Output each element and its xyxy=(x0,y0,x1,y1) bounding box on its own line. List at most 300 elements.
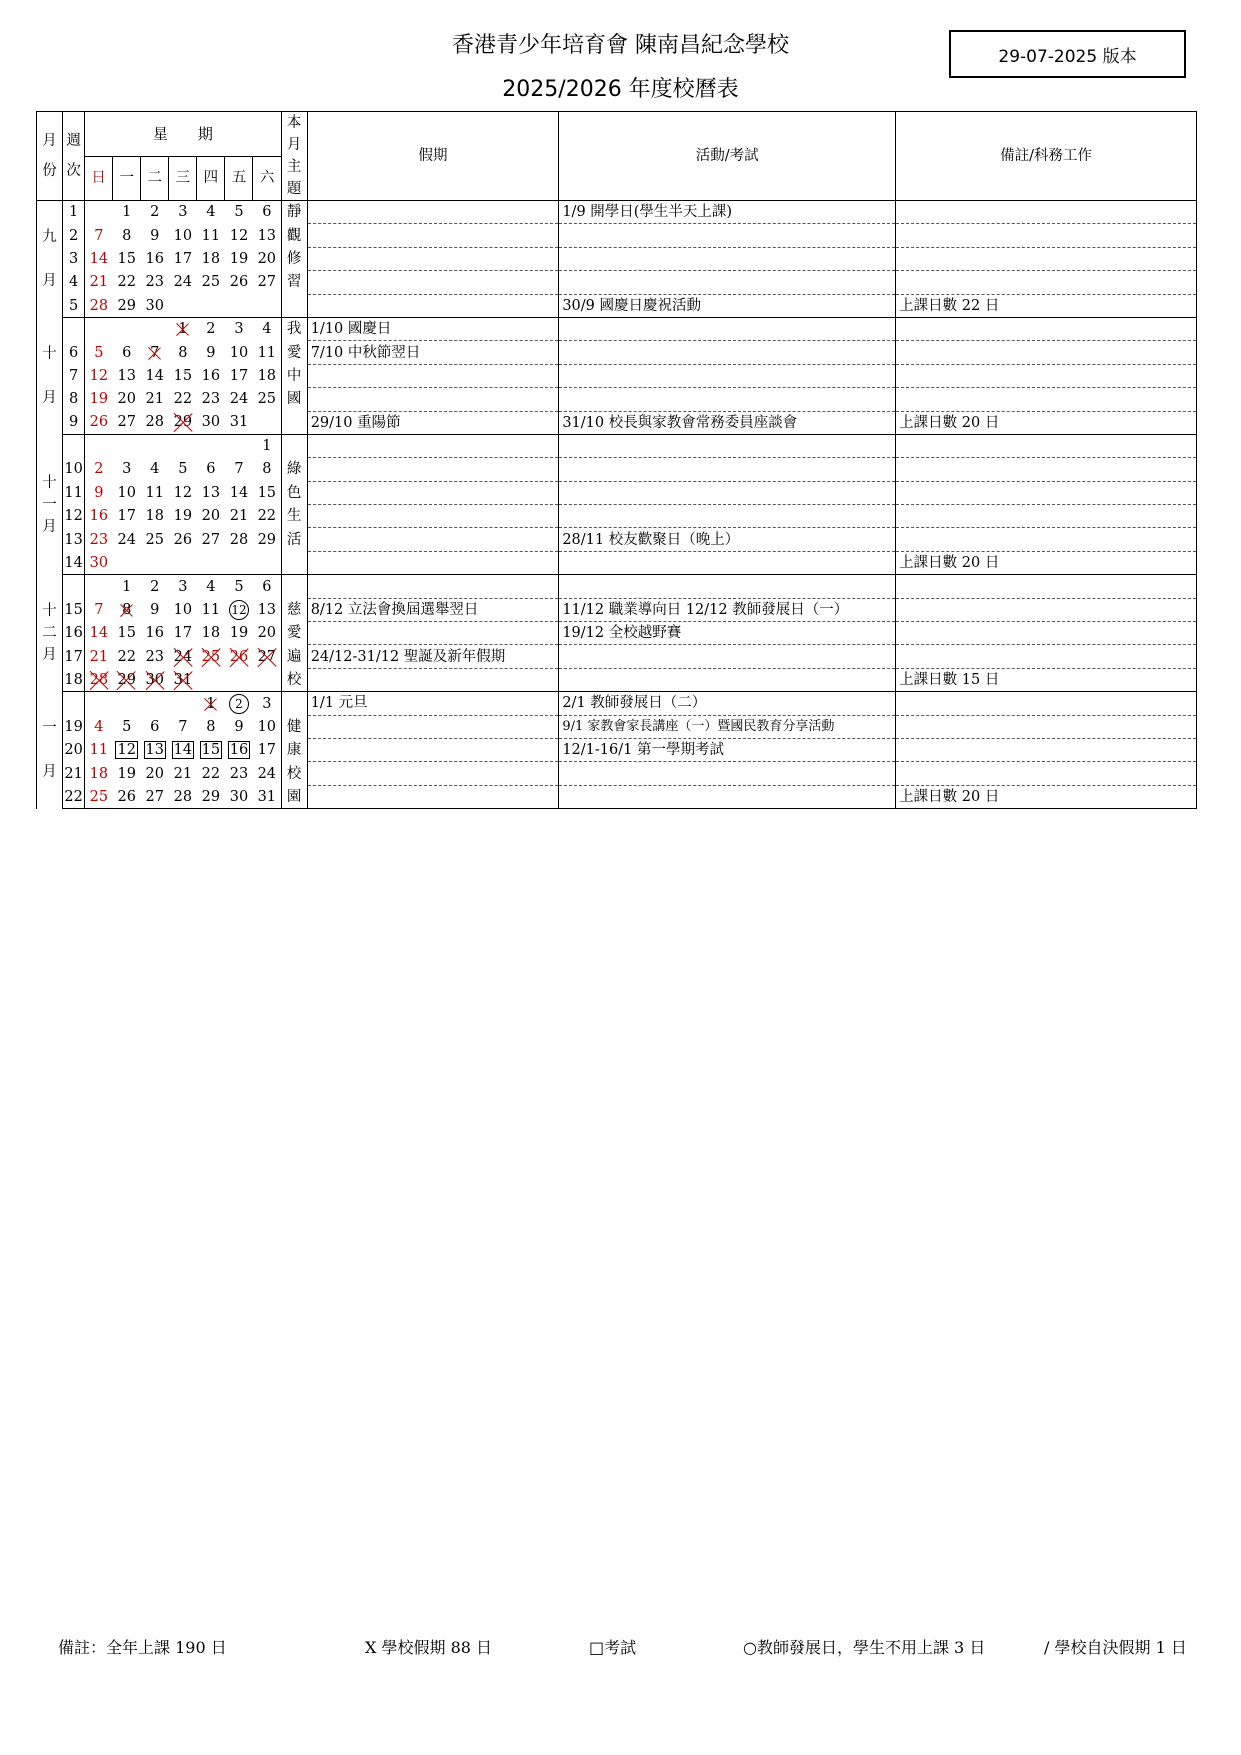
date-cell: 21 xyxy=(89,648,109,665)
date-cell xyxy=(197,434,225,457)
date-cell xyxy=(169,692,197,715)
date-cell xyxy=(85,668,113,691)
date-cell: 2 xyxy=(94,461,104,478)
date-cell xyxy=(85,317,113,340)
school-holiday-mark: 30 xyxy=(145,671,164,688)
date-cell: 26 xyxy=(173,531,193,548)
footer-exam-legend: □考試 xyxy=(589,1638,637,1657)
date-cell: 18 xyxy=(257,367,277,384)
date-cell: 19 xyxy=(89,391,109,408)
holiday-cell xyxy=(307,622,559,645)
date-cell xyxy=(197,645,225,668)
exam-day-mark: 15 xyxy=(201,742,221,759)
date-cell: 30 xyxy=(141,294,169,317)
date-cell: 30 xyxy=(85,551,113,574)
theme-char xyxy=(281,551,307,574)
week-row xyxy=(37,388,1197,411)
date-cell xyxy=(253,668,281,691)
date-cell: 6 xyxy=(262,204,272,221)
date-cell: 20 xyxy=(145,765,164,782)
week-number: 17 xyxy=(63,645,85,668)
month-label-oct: 十 月 xyxy=(37,317,63,434)
date-cell: 22 xyxy=(257,508,277,525)
week-row xyxy=(37,645,1197,668)
date-cell: 26 xyxy=(85,411,113,434)
date-cell: 3 xyxy=(178,204,188,221)
week-row xyxy=(37,224,1197,247)
date-cell xyxy=(225,434,253,457)
week-number: 4 xyxy=(63,271,85,294)
date-cell xyxy=(197,692,225,715)
activity-cell xyxy=(559,668,896,691)
remarks-cell xyxy=(896,598,1197,621)
date-cell: 3 xyxy=(122,461,132,478)
date-cell: 20 xyxy=(257,625,277,642)
date-cell: 8 xyxy=(178,344,188,361)
theme-char xyxy=(281,411,307,434)
school-holiday-mark: 24 xyxy=(173,648,193,665)
holiday-cell xyxy=(307,785,559,808)
holiday-cell xyxy=(307,575,559,598)
remarks-cell xyxy=(896,317,1197,340)
day-fri: 五 xyxy=(225,156,253,201)
week-number: 16 xyxy=(63,622,85,645)
date-cell: 30 xyxy=(225,785,253,808)
remarks-cell xyxy=(896,738,1197,761)
school-holiday-mark: 7 xyxy=(150,344,160,361)
remarks-cell: 上課日數 20 日 xyxy=(896,551,1197,574)
week-number: 15 xyxy=(63,598,85,621)
date-cell: 20 xyxy=(117,391,136,408)
date-cell xyxy=(225,294,253,317)
theme-char: 習 xyxy=(281,271,307,294)
date-cell: 5 xyxy=(234,578,244,595)
date-cell xyxy=(113,668,141,691)
remarks-cell xyxy=(896,528,1197,551)
week-number: 8 xyxy=(63,388,85,411)
date-cell: 22 xyxy=(173,391,193,408)
date-cell: 27 xyxy=(201,531,221,548)
date-cell: 27 xyxy=(257,274,277,291)
activity-cell xyxy=(559,505,896,528)
staff-development-day-mark: 2 xyxy=(229,694,249,714)
date-cell xyxy=(197,738,225,761)
date-cell: 31 xyxy=(253,785,281,808)
date-cell xyxy=(141,434,169,457)
activity-cell xyxy=(559,458,896,481)
date-cell: 12 xyxy=(229,227,249,244)
week-header: 週 次 xyxy=(63,112,85,201)
activity-cell xyxy=(559,645,896,668)
date-cell: 24 xyxy=(257,765,277,782)
theme-char: 靜 xyxy=(281,201,307,224)
date-cell: 10 xyxy=(229,344,249,361)
remarks-cell xyxy=(896,505,1197,528)
exam-day-mark: 13 xyxy=(145,742,164,759)
date-cell: 26 xyxy=(113,785,141,808)
date-cell: 11 xyxy=(145,484,164,501)
holiday-cell xyxy=(307,201,559,224)
remarks-cell xyxy=(896,575,1197,598)
date-cell: 2 xyxy=(150,578,160,595)
footer-pd-legend: ○教師發展日，學生不用上課 3 日 xyxy=(743,1638,986,1657)
date-cell: 30 xyxy=(197,411,225,434)
remarks-cell: 上課日數 22 日 xyxy=(896,294,1197,317)
activity-cell: 1/9 開學日(學生半天上課) xyxy=(559,201,896,224)
date-cell: 7 xyxy=(234,461,244,478)
date-cell: 8 xyxy=(262,461,272,478)
holiday-cell xyxy=(307,294,559,317)
holiday-header: 假期 xyxy=(307,112,559,201)
remarks-cell xyxy=(896,271,1197,294)
date-cell: 10 xyxy=(173,227,193,244)
date-cell: 31 xyxy=(225,411,253,434)
date-cell: 18 xyxy=(201,625,221,642)
theme-char: 觀 xyxy=(281,224,307,247)
day-sat: 六 xyxy=(253,156,281,201)
week-number: 22 xyxy=(63,785,85,808)
date-cell xyxy=(141,692,169,715)
remarks-cell xyxy=(896,201,1197,224)
date-cell: 5 xyxy=(122,718,132,735)
date-cell: 8 xyxy=(122,227,132,244)
date-cell: 4 xyxy=(206,578,216,595)
date-cell xyxy=(113,317,141,340)
date-cell xyxy=(169,645,197,668)
day-tue: 二 xyxy=(141,156,169,201)
holiday-cell xyxy=(307,434,559,457)
date-cell: 11 xyxy=(257,344,277,361)
date-cell: 11 xyxy=(201,601,221,618)
holiday-cell xyxy=(307,738,559,761)
date-cell xyxy=(85,575,113,598)
theme-char: 國 xyxy=(281,388,307,411)
theme-char: 綠 xyxy=(281,458,307,481)
day-thu: 四 xyxy=(197,156,225,201)
activity-cell xyxy=(559,247,896,270)
week-row xyxy=(37,622,1197,645)
week-number: 13 xyxy=(63,528,85,551)
date-cell xyxy=(141,341,169,364)
month-label-dec: 十 二 月 xyxy=(37,575,63,692)
week-row xyxy=(37,271,1197,294)
date-cell: 6 xyxy=(150,718,160,735)
remarks-cell: 上課日數 20 日 xyxy=(896,411,1197,434)
remarks-cell xyxy=(896,458,1197,481)
date-cell: 26 xyxy=(229,274,249,291)
date-cell: 20 xyxy=(201,508,221,525)
activity-cell: 31/10 校長與家教會常務委員座談會 xyxy=(559,411,896,434)
date-cell: 10 xyxy=(117,484,136,501)
date-cell: 17 xyxy=(173,625,193,642)
activity-cell: 19/12 全校越野賽 xyxy=(559,622,896,645)
date-cell: 24 xyxy=(229,391,249,408)
school-holiday-mark: 29 xyxy=(173,414,193,431)
date-cell: 23 xyxy=(89,531,109,548)
date-cell: 3 xyxy=(178,578,188,595)
date-cell: 14 xyxy=(229,484,249,501)
date-cell: 25 xyxy=(201,274,221,291)
date-cell xyxy=(169,551,197,574)
date-cell: 9 xyxy=(94,484,104,501)
date-cell xyxy=(197,668,225,691)
date-cell: 28 xyxy=(85,294,113,317)
remarks-header: 備註/科務工作 xyxy=(896,112,1197,201)
remarks-cell: 上課日數 20 日 xyxy=(896,785,1197,808)
exam-day-mark: 16 xyxy=(229,742,249,759)
date-cell: 2 xyxy=(150,204,160,221)
week-row xyxy=(37,247,1197,270)
theme-char: 愛 xyxy=(281,341,307,364)
date-cell: 15 xyxy=(117,625,136,642)
date-cell: 25 xyxy=(257,391,277,408)
date-cell: 24 xyxy=(173,274,193,291)
week-row xyxy=(37,317,1197,340)
date-cell: 5 xyxy=(234,204,244,221)
remarks-cell xyxy=(896,364,1197,387)
week-row xyxy=(37,528,1197,551)
date-cell xyxy=(253,411,281,434)
remarks-cell xyxy=(896,645,1197,668)
week-number xyxy=(63,692,85,715)
date-cell: 29 xyxy=(113,294,141,317)
week-row xyxy=(37,715,1197,738)
month-label-nov: 十 一 月 xyxy=(37,434,63,574)
holiday-cell xyxy=(307,528,559,551)
date-cell xyxy=(169,317,197,340)
week-row xyxy=(37,762,1197,785)
date-cell: 19 xyxy=(229,250,249,267)
date-cell: 29 xyxy=(257,531,277,548)
holiday-cell: 1/10 國慶日 xyxy=(307,317,559,340)
theme-char xyxy=(281,575,307,598)
date-cell: 19 xyxy=(229,625,249,642)
holiday-cell: 7/10 中秋節翌日 xyxy=(307,341,559,364)
week-row xyxy=(37,481,1197,504)
theme-char: 健 xyxy=(281,715,307,738)
date-cell xyxy=(225,551,253,574)
activity-cell xyxy=(559,551,896,574)
date-cell: 2 xyxy=(206,321,216,338)
week-row xyxy=(37,411,1197,434)
theme-char xyxy=(281,434,307,457)
footer-own-holiday-legend: / 學校自決假期 1 日 xyxy=(1044,1638,1187,1657)
activity-cell xyxy=(559,434,896,457)
exam-day-mark: 12 xyxy=(117,742,136,759)
activity-cell xyxy=(559,785,896,808)
week-number: 11 xyxy=(63,481,85,504)
date-cell xyxy=(169,434,197,457)
date-cell: 21 xyxy=(229,508,249,525)
week-row xyxy=(37,341,1197,364)
date-cell xyxy=(225,598,253,621)
date-cell xyxy=(169,668,197,691)
date-cell: 14 xyxy=(89,625,109,642)
remarks-cell xyxy=(896,481,1197,504)
date-cell xyxy=(113,738,141,761)
activity-cell: 9/1 家教會家長講座（一）暨國民教育分享活動 xyxy=(559,715,896,738)
date-cell xyxy=(85,692,113,715)
date-cell: 21 xyxy=(145,391,164,408)
date-cell: 3 xyxy=(262,695,272,712)
activity-cell xyxy=(559,271,896,294)
date-cell xyxy=(113,692,141,715)
date-cell: 18 xyxy=(89,765,109,782)
date-cell: 5 xyxy=(94,344,104,361)
date-cell: 8 xyxy=(206,718,216,735)
week-row xyxy=(37,551,1197,574)
school-holiday-mark: 27 xyxy=(257,648,277,665)
week-number: 14 xyxy=(63,551,85,574)
theme-char: 生 xyxy=(281,505,307,528)
theme-header: 本 月 主 題 xyxy=(281,112,307,201)
remarks-cell xyxy=(896,434,1197,457)
date-cell: 18 xyxy=(145,508,164,525)
date-cell xyxy=(225,668,253,691)
theme-char: 我 xyxy=(281,317,307,340)
holiday-cell: 1/1 元旦 xyxy=(307,692,559,715)
date-cell: 13 xyxy=(117,367,136,384)
activity-cell: 11/12 職業導向日 12/12 教師發展日（一） xyxy=(559,598,896,621)
activity-cell xyxy=(559,388,896,411)
date-cell xyxy=(141,738,169,761)
remarks-cell xyxy=(896,224,1197,247)
date-cell: 17 xyxy=(229,367,249,384)
date-cell: 3 xyxy=(234,321,244,338)
theme-char: 愛 xyxy=(281,622,307,645)
staff-development-day-mark: 12 xyxy=(229,600,249,620)
date-cell xyxy=(141,551,169,574)
activity-cell: 2/1 教師發展日（二） xyxy=(559,692,896,715)
date-cell: 22 xyxy=(201,765,221,782)
activity-cell xyxy=(559,762,896,785)
theme-char: 活 xyxy=(281,528,307,551)
remarks-cell xyxy=(896,247,1197,270)
school-holiday-mark: 25 xyxy=(201,648,221,665)
date-cell: 16 xyxy=(89,508,109,525)
holiday-cell xyxy=(307,364,559,387)
week-row xyxy=(37,668,1197,691)
theme-char: 中 xyxy=(281,364,307,387)
holiday-cell xyxy=(307,762,559,785)
date-cell: 16 xyxy=(145,250,164,267)
date-cell xyxy=(225,692,253,715)
date-cell: 18 xyxy=(201,250,221,267)
week-row xyxy=(37,364,1197,387)
week-number: 2 xyxy=(63,224,85,247)
date-cell xyxy=(113,551,141,574)
holiday-cell xyxy=(307,551,559,574)
holiday-cell: 29/10 重陽節 xyxy=(307,411,559,434)
date-cell: 20 xyxy=(257,250,277,267)
date-cell: 22 xyxy=(117,648,136,665)
date-cell xyxy=(169,294,197,317)
day-wed: 三 xyxy=(169,156,197,201)
week-number: 18 xyxy=(63,668,85,691)
week-number: 5 xyxy=(63,294,85,317)
school-holiday-mark: 1 xyxy=(206,695,216,712)
date-cell: 1 xyxy=(122,578,132,595)
date-cell: 28 xyxy=(141,411,169,434)
school-holiday-mark: 8 xyxy=(122,601,132,618)
date-cell: 23 xyxy=(145,648,164,665)
date-cell: 28 xyxy=(229,531,249,548)
date-cell: 25 xyxy=(85,785,113,808)
activity-header: 活動/考試 xyxy=(559,112,896,201)
week-number: 7 xyxy=(63,364,85,387)
school-holiday-mark: 26 xyxy=(229,648,249,665)
theme-char: 慈 xyxy=(281,598,307,621)
remarks-cell: 上課日數 15 日 xyxy=(896,668,1197,691)
date-cell xyxy=(141,317,169,340)
remarks-cell xyxy=(896,762,1197,785)
week-row xyxy=(37,294,1197,317)
date-cell: 6 xyxy=(206,461,216,478)
date-cell: 16 xyxy=(145,625,164,642)
theme-char xyxy=(281,692,307,715)
activity-cell xyxy=(559,364,896,387)
date-cell: 16 xyxy=(201,367,221,384)
date-cell: 9 xyxy=(150,601,160,618)
date-cell xyxy=(85,434,113,457)
theme-char: 康 xyxy=(281,738,307,761)
week-row xyxy=(37,434,1197,457)
date-cell xyxy=(253,294,281,317)
date-cell: 17 xyxy=(117,508,136,525)
activity-cell xyxy=(559,317,896,340)
date-cell: 28 xyxy=(169,785,197,808)
month-label-sep: 九 月 xyxy=(37,201,63,318)
date-cell: 21 xyxy=(173,765,193,782)
date-cell: 17 xyxy=(173,250,193,267)
footer-holiday-legend: X 學校假期 88 日 xyxy=(365,1638,493,1657)
remarks-cell xyxy=(896,692,1197,715)
holiday-cell: 24/12-31/12 聖誕及新年假期 xyxy=(307,645,559,668)
activity-cell xyxy=(559,341,896,364)
date-cell: 9 xyxy=(206,344,216,361)
theme-char: 色 xyxy=(281,481,307,504)
week-row xyxy=(37,201,1197,224)
day-sun: 日 xyxy=(85,156,113,201)
theme-char xyxy=(281,294,307,317)
date-cell: 11 xyxy=(201,227,221,244)
date-cell: 6 xyxy=(262,578,272,595)
footer-total-days: 備註：全年上課 190 日 xyxy=(58,1638,227,1657)
week-number: 21 xyxy=(63,762,85,785)
date-cell xyxy=(225,645,253,668)
holiday-cell: 8/12 立法會換屆選舉翌日 xyxy=(307,598,559,621)
date-cell: 7 xyxy=(94,227,104,244)
activity-cell: 28/11 校友歡聚日（晚上） xyxy=(559,528,896,551)
date-cell: 10 xyxy=(257,718,277,735)
date-cell: 15 xyxy=(257,484,277,501)
date-cell: 25 xyxy=(145,531,164,548)
theme-char: 校 xyxy=(281,668,307,691)
date-cell: 12 xyxy=(173,484,193,501)
date-cell: 7 xyxy=(94,601,104,618)
date-cell: 10 xyxy=(173,601,193,618)
day-mon: 一 xyxy=(113,156,141,201)
date-cell: 27 xyxy=(113,411,141,434)
date-cell: 1 xyxy=(262,438,272,455)
activity-cell xyxy=(559,575,896,598)
week-number: 10 xyxy=(63,458,85,481)
week-row xyxy=(37,785,1197,808)
theme-char: 遍 xyxy=(281,645,307,668)
week-number xyxy=(63,434,85,457)
activity-cell xyxy=(559,224,896,247)
date-cell: 22 xyxy=(117,274,136,291)
